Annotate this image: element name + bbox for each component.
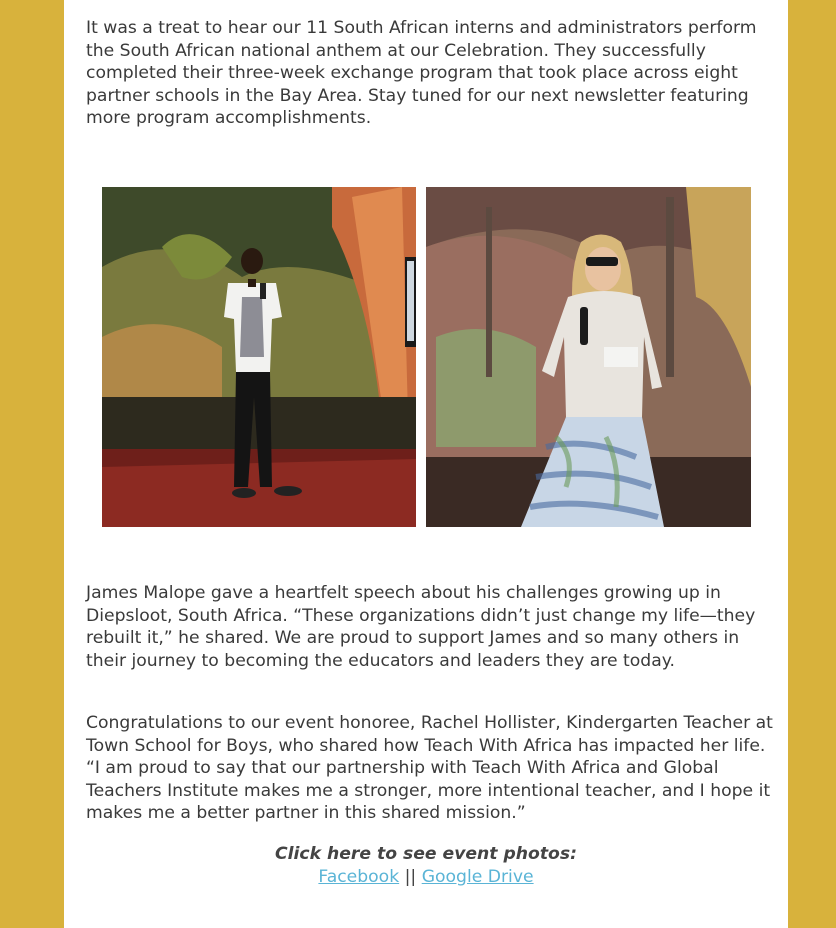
intro-paragraph: It was a treat to hear our 11 South African interns and administrators perform the South African national anthem at our Celebration. They successfully completed their three-week exchange program that took place across eight partner schools in the Bay Area. Stay tuned for our next newsletter featuring more program accomplishments.: [86, 18, 757, 129]
newsletter-content: [64, 0, 788, 928]
photo-honoree-woman: [426, 187, 751, 527]
link-separator: ||: [404, 866, 417, 887]
google-drive-link[interactable]: Google Drive: [421, 866, 534, 887]
james-paragraph: James Malope gave a heartfelt speech about his challenges growing up in Diepsloot, South Africa. “These organizations didn’t just change my life—they rebuilt it,” he shared. We are proud to support James and so many others in their journey to becoming the educators and leaders they are today.: [86, 583, 756, 671]
event-photos-heading: Click here to see event photos:: [275, 844, 577, 864]
photo-speaker-man: [102, 187, 416, 527]
rachel-paragraph: Congratulations to our event honoree, Rachel Hollister, Kindergarten Teacher at Town School for Boys, who shared how Teach With Africa has impacted her life. “I am proud to say that our partnership with Teach With Africa and Global Teachers Institute makes me a stronger, more intentional teacher, and I hope it makes me a better partner in this shared mission.”: [86, 713, 773, 824]
event-photos-cta: [64, 843, 788, 888]
event-photos-links: [64, 866, 788, 889]
facebook-link[interactable]: Facebook: [318, 866, 400, 887]
